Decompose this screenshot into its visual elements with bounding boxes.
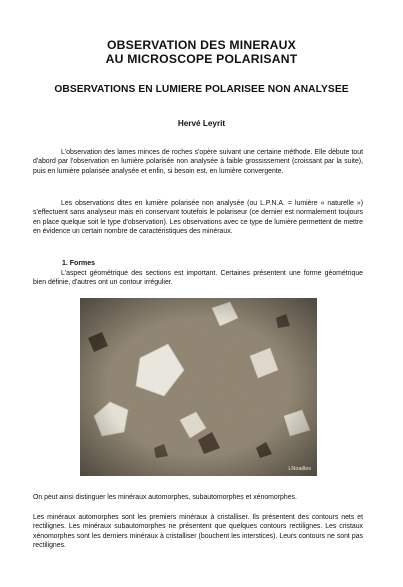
paragraph-distinguer: On peut ainsi distinguer les minéraux automorphes, subautomorphes et xénomorphes. [33, 494, 297, 501]
title-line-2: AU MICROSCOPE POLARISANT [105, 52, 298, 66]
author-name: Hervé Leyrit [177, 119, 226, 128]
section-heading-formes: 1. Formes [62, 260, 96, 267]
title-line-1: OBSERVATION DES MINERAUX [107, 38, 296, 52]
paragraph-formes: L'aspect géométrique des sections est important. Certaines présentent une forme géométrique bien définie, d'autres ont un contour irrégulier. [33, 270, 363, 287]
paragraph-intro: L'observation des lames minces de roches s'opère suivant une certaine méthode. Elle débute tout d'abord par l'observation en lumière polarisée non analysée à faible grossissement (croissant par la suite), puis en lumière polarisée analysée et enfin, si besoin est, en lumière convergente. [33, 149, 363, 175]
paragraph-lpna: Les observations dites en lumière polarisée non analysée (ou L.P.N.A. = lumière « naturelle ») s'effectuent sans analyseur mais en conservant toutefois le polariseur (ce dernier est normalement toujours en place quelque soit le type d'observation). Les observations avec ce type de lumière permettent de mettre en évidence un certain nombre de caractéristiques des minéraux. [33, 200, 363, 236]
paragraph-types: Les minéraux automorphes sont les premiers minéraux à cristalliser. Ils présentent des contours nets et rectilignes. Les minéraux subautomorphes ne présentent que quelques contours rectilignes. Les cristaux xénomorphes sont les derniers minéraux à cristalliser (bouchent les interstices). Leurs contours ne sont pas rectilignes. [33, 514, 363, 550]
document-subtitle: OBSERVATIONS EN LUMIERE POLARISEE NON ANALYSEE [54, 84, 349, 95]
document-title [0, 38, 403, 66]
thin-section-image [80, 298, 317, 476]
thin-section-photo [80, 298, 317, 476]
photo-credit: LNoailles [288, 466, 311, 472]
